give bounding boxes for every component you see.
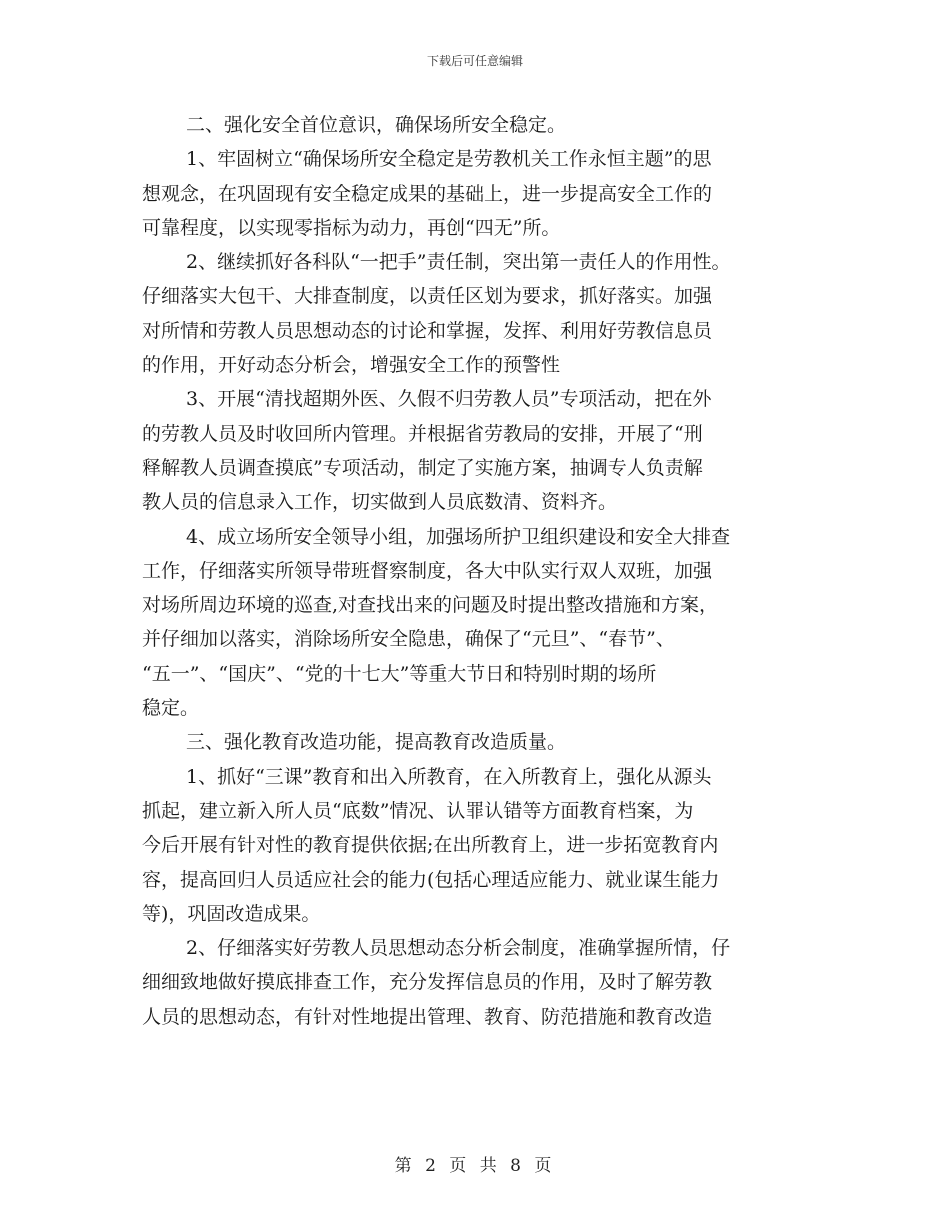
text-line: 的作用，开好动态分析会，增强安全工作的预警性 <box>142 354 561 377</box>
text-line: 工作，仔细落实所领导带班督察制度，各大中队实行双人双班，加强 <box>142 559 713 582</box>
text-line: 释解教人员调查摸底”专项活动，制定了实施方案，抽调专人负责解 <box>142 456 703 479</box>
page-number: 第 2 页 共 8 页 <box>394 1156 556 1176</box>
text-line: 2、仔细落实好劳教人员思想动态分析会制度，准确掌握所情，仔 <box>186 937 731 960</box>
text-line: 对场所周边环境的巡查,对查找出来的问题及时提出整改措施和方案， <box>142 594 719 617</box>
text-line: 可靠程度，以实现零指标为动力，再创“四无”所。 <box>142 216 561 239</box>
text-line: 3、开展“清找超期外医、久假不归劳教人员”专项活动，把在外 <box>186 388 712 411</box>
page-header: 下载后可任意编辑 <box>426 54 523 68</box>
text-line: 4、成立场所安全领导小组，加强场所护卫组织建设和安全大排查 <box>186 525 731 548</box>
text-line: 并仔细加以落实，消除场所安全隐患，确保了“元旦”、“春节”、 <box>142 628 675 651</box>
text-line: 细细致地做好摸底排查工作，充分发挥信息员的作用，及时了解劳教 <box>142 971 713 994</box>
text-line: 抓起，建立新入所人员“底数”情况、认罪认错等方面教育档案，为 <box>142 799 694 822</box>
text-line: 1、牢固树立“确保场所安全稳定是劳教机关工作永恒主题”的思 <box>186 148 712 171</box>
text-line: 容，提高回归人员适应社会的能力(包括心理适应能力、就业谋生能力 <box>142 868 720 891</box>
text-line: 三、强化教育改造功能，提高教育改造质量。 <box>186 731 567 754</box>
text-line: 二、强化安全首位意识，确保场所安全稳定。 <box>186 114 567 136</box>
text-line: 今后开展有针对性的教育提供依据;在出所教育上，进一步拓宽教育内 <box>142 834 719 857</box>
text-line: 1、抓好“三课”教育和出入所教育，在入所教育上，强化从源头 <box>186 765 712 788</box>
text-line: 教人员的信息录入工作，切实做到人员底数清、资料齐。 <box>142 491 618 514</box>
text-line: 仔细落实大包干、大排查制度，以责任区划为要求，抓好落实。加强 <box>142 285 713 308</box>
text-line: 稳定。 <box>142 697 200 720</box>
text-line: 想观念，在巩固现有安全稳定成果的基础上，进一步提高安全工作的 <box>142 182 713 205</box>
text-line: 对所情和劳教人员思想动态的讨论和掌握，发挥、利用好劳教信息员 <box>142 319 713 342</box>
document-body <box>142 108 814 1034</box>
text-line: 人员的思想动态，有针对性地提出管理、教育、防范措施和教育改造 <box>142 1005 713 1028</box>
text-line: 等)，巩固改造成果。 <box>142 902 321 925</box>
text-line: “五一”、“国庆”、“党的十七大”等重大节日和特别时期的场所 <box>142 662 657 685</box>
text-line: 的劳教人员及时收回所内管理。并根据省劳教局的安排，开展了“刑 <box>142 422 703 445</box>
text-line: 2、继续抓好各科队“一把手”责任制，突出第一责任人的作用性。 <box>186 251 731 274</box>
